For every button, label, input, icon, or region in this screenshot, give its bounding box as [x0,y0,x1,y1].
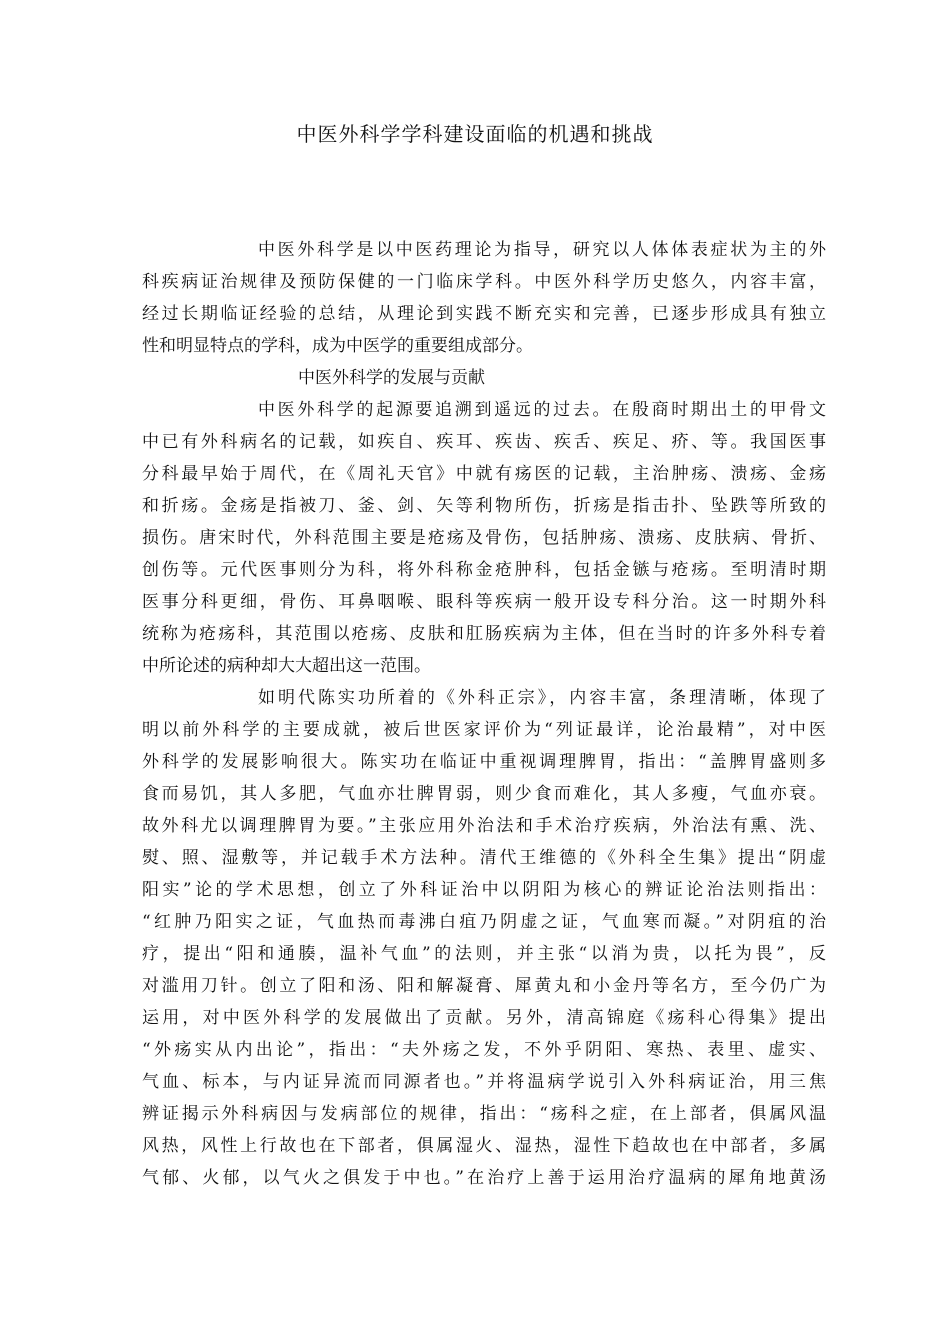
paragraph-line: 中医外科学的起源要追溯到遥远的过去。在殷商时期出土的甲骨文 [258,400,826,420]
paragraph-line: “外疡实从内出论”，指出：“夫外疡之发，不外乎阴阳、寒热、表里、虚实、 [142,1040,826,1060]
paragraph-line: 气郁、火郁，以气火之俱发于中也。”在治疗上善于运用治疗温病的犀角地黄汤 [142,1168,826,1188]
paragraph-line: 医事分科更细，骨伤、耳鼻咽喉、眼科等疾病一般开设专科分治。这一时期外科 [142,592,826,612]
paragraph-line: 风热，风性上行故也在下部者，俱属湿火、湿热，湿性下趋故也在中部者，多属 [142,1136,826,1156]
paragraph-line: 如明代陈实功所着的《外科正宗》，内容丰富，条理清晰，体现了 [258,688,826,708]
paragraph-line: 经过长期临证经验的总结，从理论到实践不断充实和完善，已逐步形成具有独立 [142,304,826,324]
paragraph-line: 辨证揭示外科病因与发病部位的规律，指出：“疡科之症，在上部者，俱属风温 [142,1104,826,1124]
section-heading: 中医外科学的发展与贡献 [298,368,485,388]
paragraph-line: 故外科尤以调理脾胃为要。”主张应用外治法和手术治疗疾病，外治法有熏、洗、 [142,816,826,836]
paragraph-line: “红肿乃阳实之证，气血热而毒沸白疽乃阴虚之证，气血寒而凝。”对阴疽的治 [142,912,826,932]
paragraph-line: 分科最早始于周代，在《周礼天官》中就有疡医的记载，主治肿疡、溃疡、金疡 [142,464,826,484]
paragraph-line: 中医外科学是以中医药理论为指导，研究以人体体表症状为主的外 [258,240,826,260]
paragraph-line: 气血、标本，与内证异流而同源者也。”并将温病学说引入外科病证治，用三焦 [142,1072,826,1092]
document-title: 中医外科学学科建设面临的机遇和挑战 [296,122,654,146]
paragraph-line: 明以前外科学的主要成就，被后世医家评价为“列证最详，论治最精”，对中医 [142,720,826,740]
paragraph-line: 性和明显特点的学科，成为中医学的重要组成部分。 [142,336,533,356]
paragraph-line: 科疾病证治规律及预防保健的一门临床学科。中医外科学历史悠久，内容丰富， [142,272,826,292]
paragraph-line: 统称为疮疡科，其范围以疮疡、皮肤和肛肠疾病为主体，但在当时的许多外科专着 [142,624,826,644]
paragraph-line: 外科学的发展影响很大。陈实功在临证中重视调理脾胃，指出：“盖脾胃盛则多 [142,752,826,772]
paragraph-line: 损伤。唐宋时代，外科范围主要是疮疡及骨伤，包括肿疡、溃疡、皮肤病、骨折、 [142,528,826,548]
paragraph-line: 和折疡。金疡是指被刀、釜、剑、矢等利物所伤，折疡是指击扑、坠跌等所致的 [142,496,826,516]
paragraph-line: 创伤等。元代医事则分为科，将外科称金疮肿科，包括金镞与疮疡。至明清时期 [142,560,826,580]
paragraph-line: 中所论述的病种却大大超出这一范围。 [142,656,431,676]
paragraph-line: 运用，对中医外科学的发展做出了贡献。另外，清高锦庭《疡科心得集》提出 [142,1008,826,1028]
paragraph-line: 中已有外科病名的记载，如疾自、疾耳、疾齿、疾舌、疾足、疥、等。我国医事 [142,432,826,452]
paragraph-line: 对滥用刀针。创立了阳和汤、阳和解凝膏、犀黄丸和小金丹等名方，至今仍广为 [142,976,826,996]
paragraph-line: 熨、照、湿敷等，并记载手术方法种。清代王维德的《外科全生集》提出“阴虚 [142,848,826,868]
paragraph-line: 阳实”论的学术思想，创立了外科证治中以阴阳为核心的辨证论治法则指出： [142,880,826,900]
paragraph-line: 食而易饥，其人多肥，气血亦壮脾胃弱，则少食而难化，其人多瘦，气血亦衰。 [142,784,826,804]
paragraph-line: 疗，提出“阳和通腠，温补气血”的法则，并主张“以消为贵，以托为畏”，反 [142,944,826,964]
